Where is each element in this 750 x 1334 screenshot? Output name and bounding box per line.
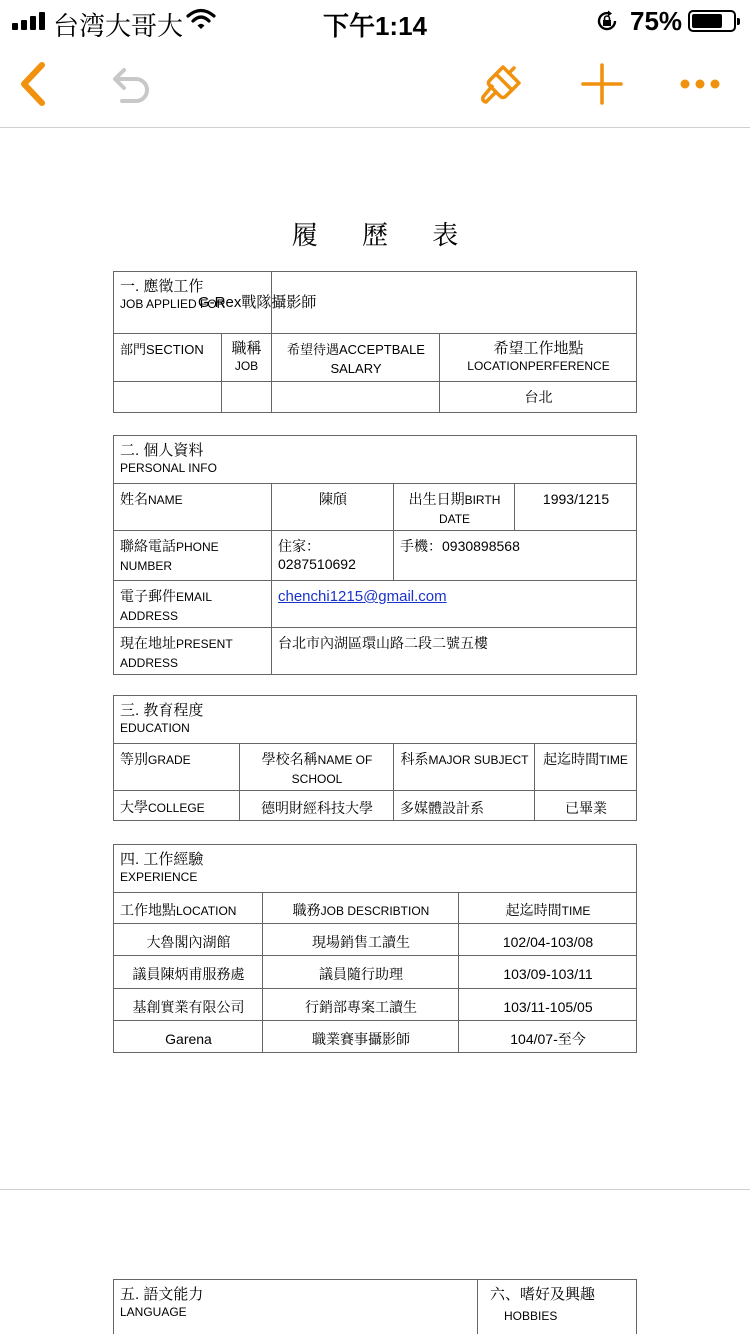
education-header: 三. 教育程度 EDUCATION — [114, 696, 637, 744]
clock: 下午1:14 — [322, 11, 428, 41]
rotation-lock-icon — [595, 9, 619, 38]
table-row[interactable] — [114, 1021, 637, 1053]
col-job-title: 職稱 JOB — [222, 334, 272, 382]
page-break — [0, 1189, 750, 1190]
home-phone[interactable]: 住家： 0287510692 — [272, 531, 394, 581]
exp-location[interactable]: 基創實業有限公司 — [114, 989, 263, 1021]
table-row[interactable] — [114, 989, 637, 1021]
phone-label: 聯絡電話PHONE NUMBER — [114, 531, 272, 581]
experience-header: 四. 工作經驗 EXPERIENCE — [114, 845, 637, 893]
carrier-name: 台湾大哥大 — [53, 11, 184, 41]
personal-info-header: 二. 個人資料 PERSONAL INFO — [114, 436, 637, 484]
job-applied-table[interactable] — [113, 271, 637, 413]
exp-location[interactable]: 議員陳炳甫服務處 — [114, 956, 263, 989]
exp-job[interactable]: 現場銷售工讀生 — [263, 924, 459, 956]
personal-info-table[interactable] — [113, 435, 637, 675]
undo-icon — [108, 64, 152, 104]
name-value[interactable]: 陳頎 — [272, 484, 394, 531]
undo-button[interactable] — [102, 56, 158, 112]
add-button[interactable] — [574, 56, 630, 112]
col-section: 部門SECTION — [114, 334, 222, 382]
document-title[interactable]: 履 歷 表 — [291, 221, 477, 251]
status-bar — [0, 0, 750, 40]
experience-table[interactable] — [113, 844, 637, 1053]
col-exp-location: 工作地點LOCATION — [114, 893, 263, 924]
email-label: 電子郵件EMAIL ADDRESS — [114, 581, 272, 628]
chevron-left-icon — [18, 61, 48, 107]
cell-major[interactable]: 多媒體設計系 — [394, 791, 535, 821]
cell-grade[interactable]: 大學COLLEGE — [114, 791, 240, 821]
exp-time[interactable]: 102/04-103/08 — [459, 924, 637, 956]
table-row[interactable] — [114, 956, 637, 989]
address-value[interactable]: 台北市內湖區環山路二段二號五樓 — [272, 628, 637, 675]
col-salary: 希望待遇ACCEPTBALE SALARY — [272, 334, 440, 382]
job-applied-value[interactable]: G-Rex戰隊攝影師 — [272, 272, 637, 334]
birth-label: 出生日期BIRTH DATE — [394, 484, 515, 531]
table-row[interactable] — [114, 924, 637, 956]
more-button[interactable] — [672, 56, 728, 112]
format-brush-button[interactable] — [472, 56, 532, 112]
col-major: 科系MAJOR SUBJECT — [394, 744, 535, 791]
col-grade: 等別GRADE — [114, 744, 240, 791]
battery-percent: 75% — [630, 6, 683, 36]
col-location: 希望工作地點 LOCATIONPERFERENCE — [440, 334, 637, 382]
language-table[interactable] — [113, 1279, 637, 1334]
exp-job[interactable]: 議員隨行助理 — [263, 956, 459, 989]
col-exp-time: 起迄時間TIME — [459, 893, 637, 924]
mobile-phone[interactable]: 手機：0930898568 — [394, 531, 637, 581]
col-exp-job: 職務JOB DESCRIBTION — [263, 893, 459, 924]
name-label: 姓名NAME — [114, 484, 272, 531]
cell-school[interactable]: 德明財經科技大學 — [240, 791, 394, 821]
email-value[interactable] — [272, 581, 637, 628]
cell-edu-time[interactable]: 已畢業 — [535, 791, 637, 821]
back-button[interactable] — [8, 56, 58, 112]
toolbar — [0, 40, 750, 128]
cell-salary[interactable] — [272, 382, 440, 413]
paintbrush-icon — [479, 61, 525, 107]
language-header: 五. 語文能力 LANGUAGE — [114, 1280, 478, 1334]
more-icon — [680, 78, 720, 90]
address-label: 現在地址PRESENT ADDRESS — [114, 628, 272, 675]
plus-icon — [580, 62, 624, 106]
exp-time[interactable]: 104/07-至今 — [459, 1021, 637, 1053]
email-link[interactable]: chenchi1215@gmail.com — [278, 588, 447, 605]
exp-job[interactable]: 行銷部專案工讀生 — [263, 989, 459, 1021]
exp-job[interactable]: 職業賽事攝影師 — [263, 1021, 459, 1053]
cell-section[interactable] — [114, 382, 222, 413]
education-table[interactable] — [113, 695, 637, 821]
job-applied-header: 一. 應徵工作 JOB APPLIED FOR — [114, 272, 272, 334]
battery-icon — [688, 10, 736, 32]
exp-time[interactable]: 103/09-103/11 — [459, 956, 637, 989]
birth-value[interactable]: 1993/1215 — [515, 484, 637, 531]
col-school: 學校名稱NAME OF SCHOOL — [240, 744, 394, 791]
exp-location[interactable]: Garena — [114, 1021, 263, 1053]
cell-job-title[interactable] — [222, 382, 272, 413]
col-edu-time: 起迄時間TIME — [535, 744, 637, 791]
hobbies-header: 六、嗜好及興趣 HOBBIES — [478, 1280, 637, 1334]
exp-location[interactable]: 大魯閣內湖館 — [114, 924, 263, 956]
cell-location[interactable]: 台北 — [440, 382, 637, 413]
exp-time[interactable]: 103/11-105/05 — [459, 989, 637, 1021]
